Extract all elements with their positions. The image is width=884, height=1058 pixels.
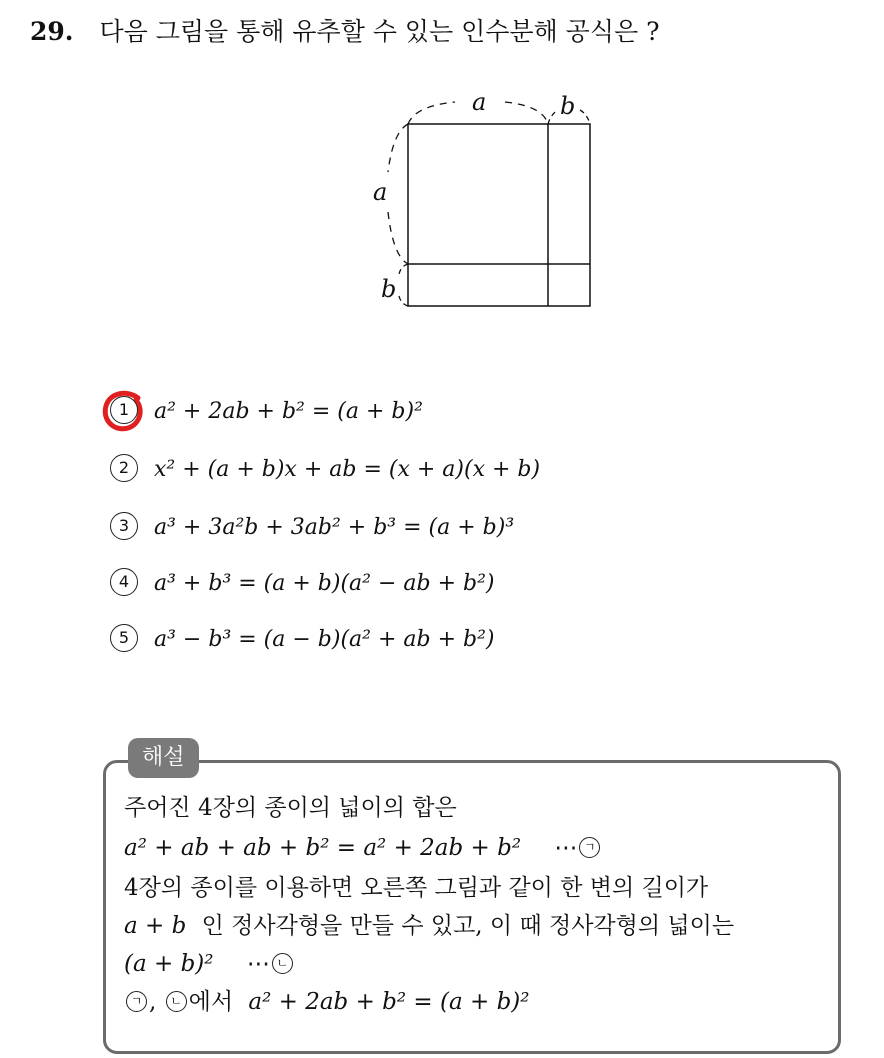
solution-line-3: [124, 870, 708, 906]
choice-number: 5: [110, 624, 138, 652]
label-left-b: b: [381, 275, 397, 303]
solution-text: 인 정사각형을 만들 수 있고, 이 때 정사각형의 넓이는: [201, 913, 735, 939]
outer-square: [408, 124, 590, 306]
label-top-b: b: [560, 92, 576, 120]
choice-number: 3: [110, 512, 138, 540]
solution-math: (a + b)²: [124, 951, 214, 977]
ellipsis: ⋯: [554, 835, 578, 861]
choice-number: 1: [110, 396, 138, 424]
solution-line-5: [124, 946, 295, 982]
solution-text: 주어진 4장의 종이의 넓이의 합은: [124, 795, 457, 821]
label-left-a: a: [373, 178, 388, 206]
label-top-a: a: [472, 88, 487, 116]
solution-line-1: [124, 790, 457, 826]
solution-text: 4장의 종이를 이용하면 오른쪽 그림과 같이 한 변의 길이가: [124, 875, 709, 901]
solution-math: a + b: [124, 913, 187, 939]
choice-2[interactable]: [110, 452, 540, 488]
circled-mark-2: ㄴ: [272, 953, 293, 974]
solution-math: a² + ab + ab + b² = a² + 2ab + b²: [124, 835, 522, 861]
choice-4[interactable]: [110, 566, 495, 602]
separator: ,: [149, 989, 157, 1015]
square-diagram: [355, 80, 615, 320]
solution-text: 에서: [188, 989, 234, 1015]
circled-mark-1: ㄱ: [579, 837, 600, 858]
solution-line-6: [124, 984, 530, 1020]
choice-formula: x² + (a + b)x + ab = (x + a)(x + b): [154, 457, 541, 482]
circled-mark-1-ref: ㄱ: [126, 991, 147, 1012]
question-number: 29.: [30, 17, 74, 46]
circled-mark-2-ref: ㄴ: [166, 991, 187, 1012]
solution-line-4: [124, 908, 734, 944]
question-text: 다음 그림을 통해 유추할 수 있는 인수분해 공식은 ?: [99, 17, 660, 46]
choice-1[interactable]: [110, 394, 423, 430]
choice-formula: a² + 2ab + b² = (a + b)²: [154, 399, 423, 424]
left-brace-b: [399, 264, 408, 306]
ellipsis: ⋯: [246, 951, 270, 977]
solution-line-2: [124, 830, 602, 866]
left-brace-a: [388, 124, 408, 264]
choice-formula: a³ + b³ = (a + b)(a² − ab + b²): [154, 571, 495, 596]
choice-formula: a³ + 3a²b + 3ab² + b³ = (a + b)³: [154, 515, 515, 540]
question-header: [30, 12, 659, 48]
choice-number: 2: [110, 454, 138, 482]
choice-number: 4: [110, 568, 138, 596]
choice-3[interactable]: [110, 510, 514, 546]
solution-math: a² + 2ab + b² = (a + b)²: [248, 989, 530, 1015]
choice-formula: a³ − b³ = (a − b)(a² + ab + b²): [154, 627, 495, 652]
solution-tag: 해설: [128, 738, 199, 778]
choice-5[interactable]: [110, 622, 495, 658]
